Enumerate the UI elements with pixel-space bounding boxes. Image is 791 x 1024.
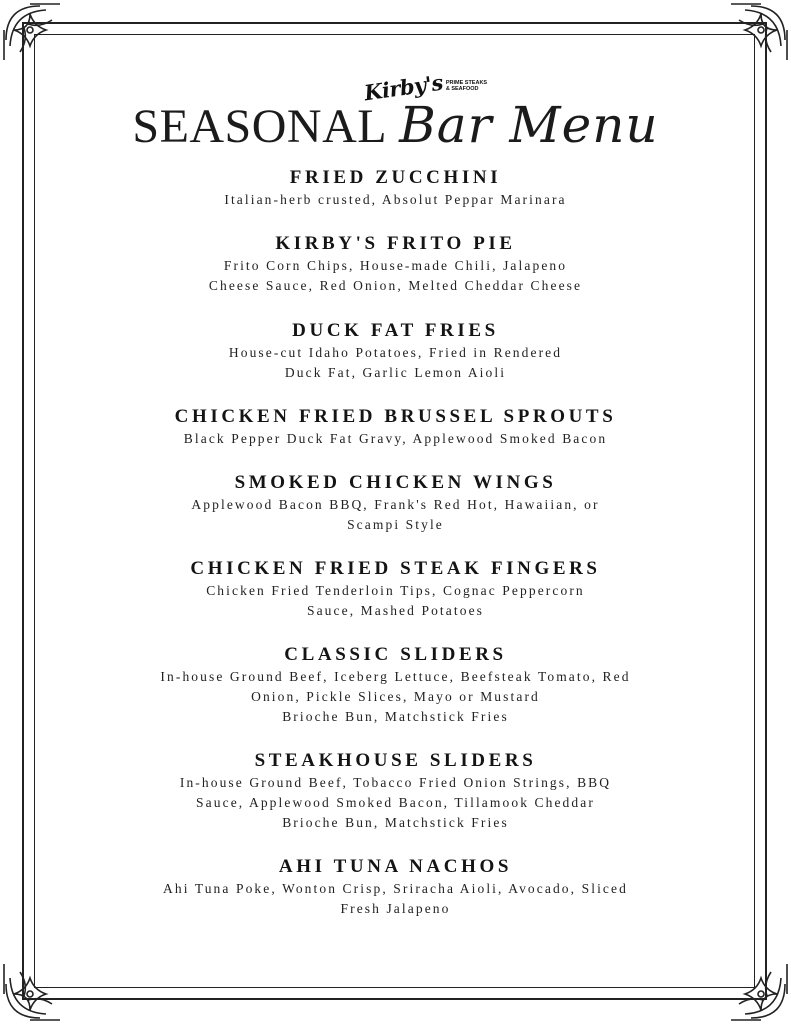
menu-item [60,855,731,919]
menu-item-description: Italian-herb crusted, Absolut Peppar Marinara [224,192,567,207]
menu-item [60,749,731,833]
menu-item [60,319,731,383]
menu-item [60,557,731,621]
ornamental-corner-icon [0,0,66,66]
menu-item-description: In-house Ground Beef, Iceberg Lettuce, Beefsteak Tomato, Red Onion, Pickle Slices, Mayo or Mustard Brioche Bun, Matchstick Fries [160,669,631,724]
menu-item-name: KIRBY'S FRITO PIE [275,233,516,254]
ornamental-corner-icon [725,0,791,66]
menu-item-name: FRIED ZUCCHINI [289,167,502,188]
logo-script-text: Kirby's [362,69,445,106]
menu-item-name: CHICKEN FRIED BRUSSEL SPROUTS [174,406,617,427]
menu-item-description: House-cut Idaho Potatoes, Fried in Rendered Duck Fat, Garlic Lemon Aioli [228,345,563,380]
menu-item [60,471,731,535]
menu-item-description: Ahi Tuna Poke, Wonton Crisp, Sriracha Aioli, Avocado, Sliced Fresh Jalapeno [163,881,628,916]
ornamental-corner-icon [0,958,66,1024]
menu-item-name: DUCK FAT FRIES [292,320,499,341]
menu-item-name: STEAKHOUSE SLIDERS [254,750,537,771]
menu-item-description: In-house Ground Beef, Tobacco Fried Onion Strings, BBQ Sauce, Applewood Smoked Bacon, Tillamook Cheddar Brioche Bun, Matchstick Fries [179,775,612,830]
menu-item [60,643,731,727]
menu-item [60,166,731,210]
title-main: SEASONAL [132,100,388,153]
menu-item [60,232,731,296]
logo-tagline-line-2: & SEAFOOD [445,86,479,92]
menu-item-description: Chicken Fried Tenderloin Tips, Cognac Peppercorn Sauce, Mashed Potatoes [206,583,585,618]
menu-item-description: Black Pepper Duck Fat Gravy, Applewood Smoked Bacon [183,431,608,446]
menu-item-name: CLASSIC SLIDERS [284,644,507,665]
title-script: Bar Menu [399,96,659,154]
logo-tagline-line-1: PRIME STEAKS [445,80,488,86]
page-title [60,96,731,166]
menu-item [60,405,731,449]
ornamental-corner-icon [725,958,791,1024]
menu-content [60,50,731,919]
menu-item-name: CHICKEN FRIED STEAK FINGERS [190,558,601,579]
menu-item-description: Frito Corn Chips, House-made Chili, Jalapeno Cheese Sauce, Red Onion, Melted Cheddar Cheese [208,258,583,293]
menu-item-description: Applewood Bacon BBQ, Frank's Red Hot, Hawaiian, or Scampi Style [191,497,600,532]
menu-item-name: SMOKED CHICKEN WINGS [234,472,557,493]
restaurant-logo [362,50,488,106]
menu-item-name: AHI TUNA NACHOS [278,856,513,877]
